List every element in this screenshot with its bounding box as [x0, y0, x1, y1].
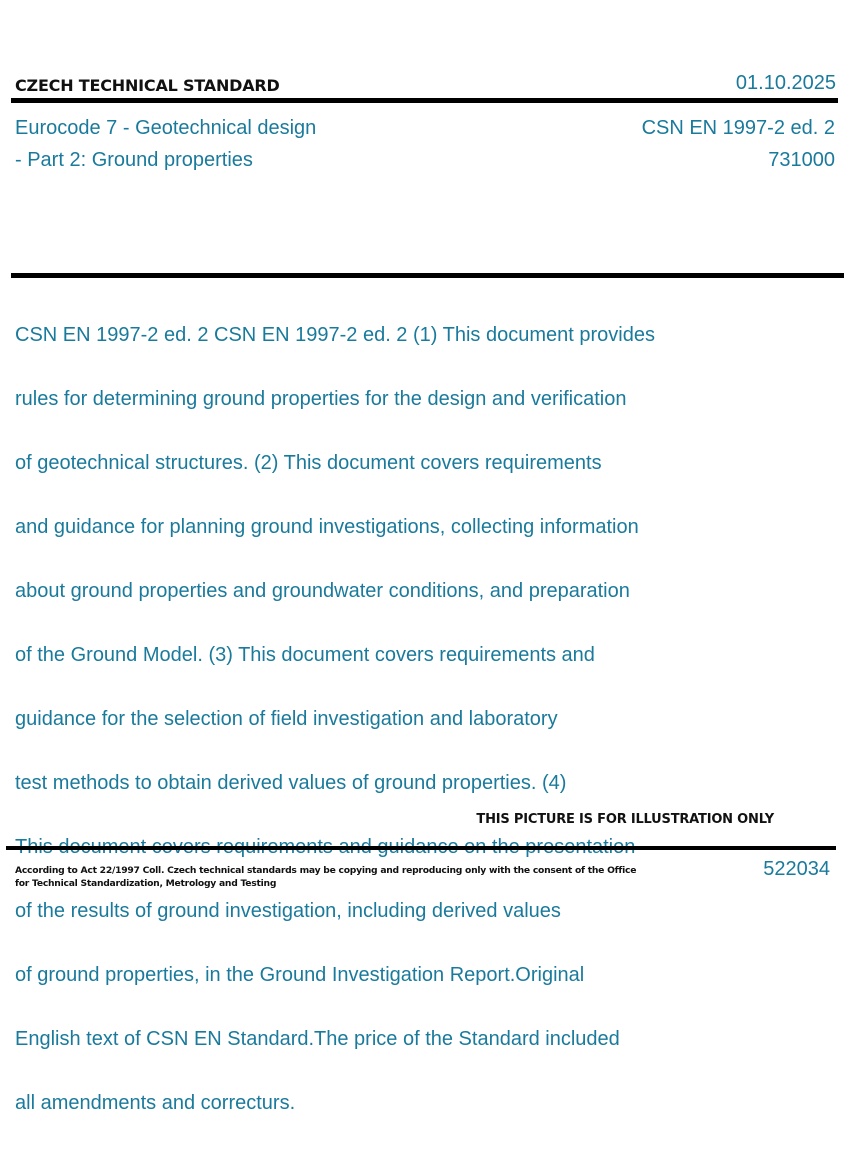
abstract-line: of the results of ground investigation, including derived values	[15, 900, 561, 922]
abstract-line: guidance for the selection of field investigation and laboratory	[15, 708, 558, 730]
abstract-line: test methods to obtain derived values of ground properties. (4)	[15, 772, 567, 794]
abstract-line: of ground properties, in the Ground Investigation Report.Original	[15, 964, 585, 986]
title-line-1: Eurocode 7 - Geotechnical design	[15, 117, 317, 139]
abstract-text	[15, 287, 735, 1151]
catalog-code: 522034	[763, 858, 830, 880]
footer-divider	[6, 846, 836, 850]
issue-date: 01.10.2025	[735, 72, 836, 94]
standard-designation: CSN EN 1997-2 ed. 2	[641, 117, 835, 139]
header-divider	[11, 98, 838, 103]
class-number: 731000	[768, 149, 835, 171]
title-line-2: - Part 2: Ground properties	[15, 149, 253, 171]
abstract-line: CSN EN 1997-2 ed. 2 CSN EN 1997-2 ed. 2 (1) This document provides	[15, 324, 655, 346]
standard-title	[15, 112, 535, 176]
abstract-line: of the Ground Model. (3) This document covers requirements and	[15, 644, 595, 666]
abstract-line: and guidance for planning ground investigations, collecting information	[15, 516, 639, 538]
legal-line-2: for Technical Standardization, Metrology and Testing	[15, 878, 277, 889]
abstract-line: all amendments and correcturs.	[15, 1092, 296, 1114]
illustration-notice: THIS PICTURE IS FOR ILLUSTRATION ONLY	[476, 812, 774, 827]
title-divider	[11, 273, 844, 278]
standard-identifiers	[535, 112, 835, 176]
abstract-line: English text of CSN EN Standard.The price of the Standard included	[15, 1028, 620, 1050]
legal-line-1: According to Act 22/1997 Coll. Czech technical standards may be copying and reproducing only with the consent of the Office	[15, 865, 637, 876]
abstract-line: rules for determining ground properties for the design and verification	[15, 388, 627, 410]
abstract-line: of geotechnical structures. (2) This document covers requirements	[15, 452, 602, 474]
abstract-line: about ground properties and groundwater conditions, and preparation	[15, 580, 630, 602]
standard-type-label: CZECH TECHNICAL STANDARD	[15, 76, 280, 95]
legal-notice	[15, 864, 637, 890]
